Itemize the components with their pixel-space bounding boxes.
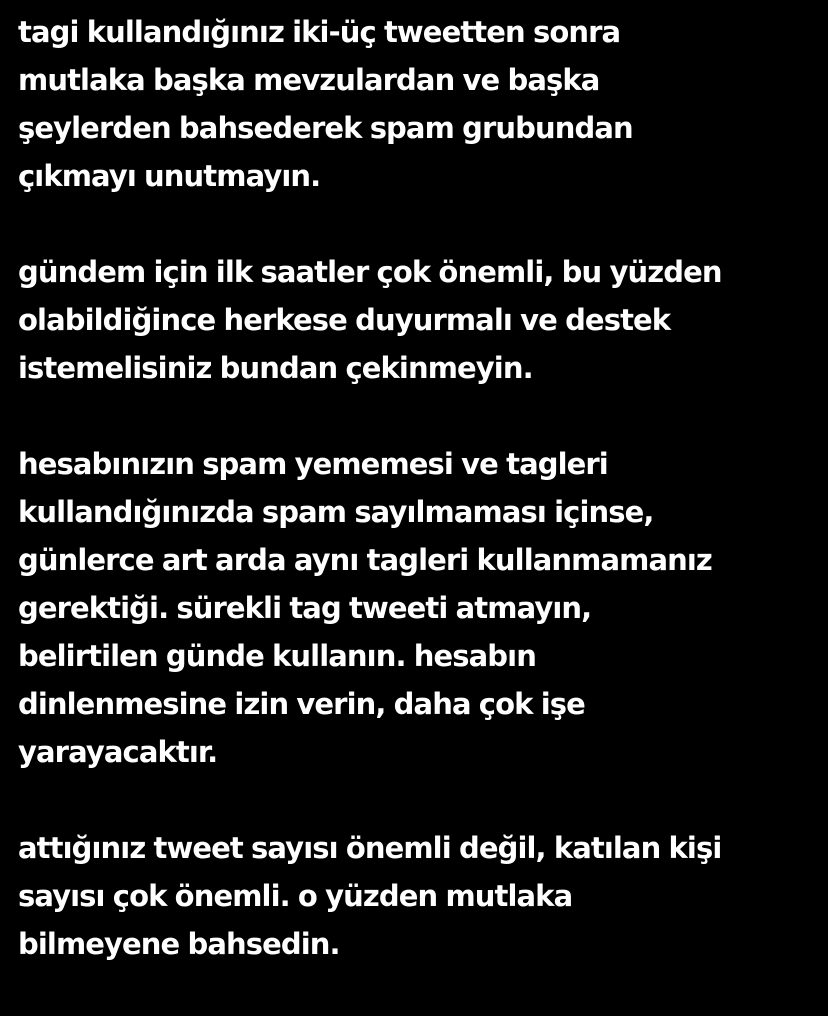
text-line: dinlenmesine izin verin, daha çok işe	[18, 687, 585, 721]
text-line: kullandığınızda spam sayılmaması içinse,	[18, 495, 654, 529]
text-line: istemelisiniz bundan çekinmeyin.	[18, 351, 533, 385]
paragraph-participant-count	[18, 824, 818, 968]
text-line: sayısı çok önemli. o yüzden mutlaka	[18, 879, 573, 913]
text-line: hesabınızın spam yememesi ve tagleri	[18, 447, 608, 481]
text-line: günlerce art arda aynı tagleri kullanmamanız	[18, 543, 712, 577]
text-line: yarayacaktır.	[18, 735, 218, 769]
post-text-body	[18, 8, 818, 1016]
text-line: şeylerden bahsederek spam grubundan	[18, 111, 633, 145]
text-line: gündem için ilk saatler çok önemli, bu yüzden	[18, 255, 722, 289]
text-line: gerektiği. sürekli tag tweeti atmayın,	[18, 591, 592, 625]
paragraph-first-hours	[18, 248, 818, 392]
text-line: tagi kullandığınız iki-üç tweetten sonra	[18, 15, 621, 49]
text-line: attığınız tweet sayısı önemli değil, katılan kişi	[18, 831, 722, 865]
text-line: bilmeyene bahsedin.	[18, 927, 340, 961]
text-line: mutlaka başka mevzulardan ve başka	[18, 63, 600, 97]
text-line: çıkmayı unutmayın.	[18, 159, 321, 193]
paragraph-account-rest	[18, 440, 818, 776]
paragraph-spam-group	[18, 8, 818, 200]
text-line: belirtilen günde kullanın. hesabın	[18, 639, 536, 673]
text-line: olabildiğince herkese duyurmalı ve destek	[18, 303, 671, 337]
